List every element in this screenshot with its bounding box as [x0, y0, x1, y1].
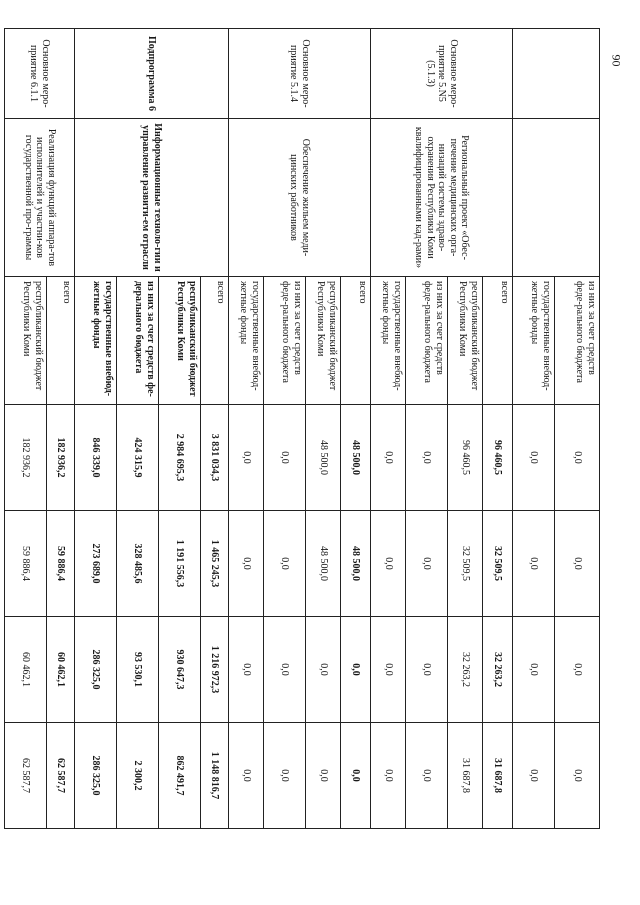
- amount-cell: 0,0: [371, 723, 406, 829]
- amount-cell: 273 689,0: [75, 511, 117, 617]
- amount-cell: 48 500,0: [306, 405, 341, 511]
- amount-cell: 328 485,6: [117, 511, 159, 617]
- amount-cell: 0,0: [229, 617, 264, 723]
- funding-source-cell: всего: [47, 277, 75, 405]
- amount-cell: 0,0: [513, 511, 555, 617]
- amount-cell: 96 460,5: [483, 405, 513, 511]
- funding-source-cell: из них за счет средств феде-ральногo бюджета: [406, 277, 448, 405]
- amount-cell: 0,0: [229, 511, 264, 617]
- rotated-table-container: [20, 28, 600, 828]
- table-row: [201, 29, 229, 829]
- funding-source-cell: республиканский бюджет Республики Коми: [448, 277, 483, 405]
- amount-cell: 862 491,7: [159, 723, 201, 829]
- amount-cell: 0,0: [513, 617, 555, 723]
- funding-source-cell: всего: [201, 277, 229, 405]
- table-row: [555, 29, 600, 829]
- amount-cell: 0,0: [555, 511, 600, 617]
- amount-cell: 1 465 245,3: [201, 511, 229, 617]
- amount-cell: 0,0: [371, 405, 406, 511]
- amount-cell: 0,0: [306, 723, 341, 829]
- amount-cell: 182 936,2: [5, 405, 47, 511]
- funding-source-cell: всего: [483, 277, 513, 405]
- table-row: [341, 29, 371, 829]
- table-row: [483, 29, 513, 829]
- funding-source-cell: республиканский бюджет Республики Коми: [5, 277, 47, 405]
- amount-cell: 930 647,3: [159, 617, 201, 723]
- amount-cell: 0,0: [264, 405, 306, 511]
- program-label-cell: Основное меро-приятие 5.N5 (5.1.3): [371, 29, 513, 119]
- amount-cell: 96 460,5: [448, 405, 483, 511]
- amount-cell: 31 687,8: [448, 723, 483, 829]
- amount-cell: 48 500,0: [306, 511, 341, 617]
- amount-cell: 0,0: [513, 405, 555, 511]
- amount-cell: 32 263,2: [483, 617, 513, 723]
- amount-cell: 60 462,1: [5, 617, 47, 723]
- amount-cell: 424 315,9: [117, 405, 159, 511]
- amount-cell: 62 587,7: [5, 723, 47, 829]
- amount-cell: 0,0: [371, 511, 406, 617]
- amount-cell: 3 831 034,3: [201, 405, 229, 511]
- amount-cell: 0,0: [264, 511, 306, 617]
- amount-cell: 286 325,0: [75, 723, 117, 829]
- table-body: [5, 29, 600, 829]
- amount-cell: 32 509,5: [483, 511, 513, 617]
- amount-cell: 31 687,8: [483, 723, 513, 829]
- funding-source-cell: республиканский бюджет Республики Коми: [159, 277, 201, 405]
- amount-cell: 59 886,4: [47, 511, 75, 617]
- amount-cell: 32 509,5: [448, 511, 483, 617]
- funding-source-cell: государственные внебюд-жетные фонды: [229, 277, 264, 405]
- amount-cell: 0,0: [229, 405, 264, 511]
- funding-source-cell: из них за счет средств феде-ральногo бюджета: [264, 277, 306, 405]
- page-number-container: [606, 40, 626, 80]
- funding-source-cell: республиканский бюджет Республики Коми: [306, 277, 341, 405]
- amount-cell: 1 148 816,7: [201, 723, 229, 829]
- funding-source-cell: всего: [341, 277, 371, 405]
- amount-cell: 0,0: [513, 723, 555, 829]
- amount-cell: 286 325,0: [75, 617, 117, 723]
- amount-cell: 0,0: [406, 617, 448, 723]
- funding-source-cell: государственные внебюд-жетные фонды: [371, 277, 406, 405]
- financing-table: [4, 28, 600, 829]
- amount-cell: 0,0: [264, 723, 306, 829]
- program-label-cell: Подпрограмма 6: [75, 29, 229, 119]
- program-label-cell: Основное меро-приятие 6.1.1: [5, 29, 75, 119]
- table-row: [47, 29, 75, 829]
- amount-cell: 0,0: [341, 617, 371, 723]
- funding-source-cell: государственные внебюд-жетные фонды: [75, 277, 117, 405]
- amount-cell: 846 339,0: [75, 405, 117, 511]
- amount-cell: 0,0: [406, 723, 448, 829]
- amount-cell: 0,0: [306, 617, 341, 723]
- continued-label-cell: [513, 29, 600, 119]
- amount-cell: 2 984 695,3: [159, 405, 201, 511]
- amount-cell: 0,0: [555, 723, 600, 829]
- amount-cell: 48 500,0: [341, 511, 371, 617]
- amount-cell: 59 886,4: [5, 511, 47, 617]
- page-number: 90: [609, 54, 624, 66]
- program-label-cell: Основное меро-приятие 5.1.4: [229, 29, 371, 119]
- amount-cell: 1 191 556,3: [159, 511, 201, 617]
- amount-cell: 0,0: [371, 617, 406, 723]
- amount-cell: 60 462,1: [47, 617, 75, 723]
- amount-cell: 32 263,2: [448, 617, 483, 723]
- amount-cell: 0,0: [264, 617, 306, 723]
- amount-cell: 2 300,2: [117, 723, 159, 829]
- funding-source-cell: из них за счет средств фе-дерального бюджета: [117, 277, 159, 405]
- funding-source-cell: из них за счет средств феде-ральногo бюджета: [555, 277, 600, 405]
- program-desc-cell: Обеспечение жильем меди-цинских работников: [229, 119, 371, 277]
- amount-cell: 48 500,0: [341, 405, 371, 511]
- program-desc-cell: Информационные техноло-гии и управление развити-ем отрасли: [75, 119, 229, 277]
- amount-cell: 0,0: [555, 405, 600, 511]
- continued-desc-cell: [513, 119, 600, 277]
- funding-source-cell: государственные внебюд-жетные фонды: [513, 277, 555, 405]
- amount-cell: 62 587,7: [47, 723, 75, 829]
- amount-cell: 0,0: [406, 511, 448, 617]
- amount-cell: 1 216 972,3: [201, 617, 229, 723]
- amount-cell: 0,0: [555, 617, 600, 723]
- program-desc-cell: Реализация функций аппара-тов исполнителей и участни-ков государственной про-граммы: [5, 119, 75, 277]
- amount-cell: 0,0: [406, 405, 448, 511]
- amount-cell: 93 530,1: [117, 617, 159, 723]
- amount-cell: 0,0: [229, 723, 264, 829]
- program-desc-cell: Региональный проект «Обес-печение медицинских орга-низаций системы здраво-охранения Республики Коми квалифицированными кад-рами»: [371, 119, 513, 277]
- amount-cell: 182 936,2: [47, 405, 75, 511]
- amount-cell: 0,0: [341, 723, 371, 829]
